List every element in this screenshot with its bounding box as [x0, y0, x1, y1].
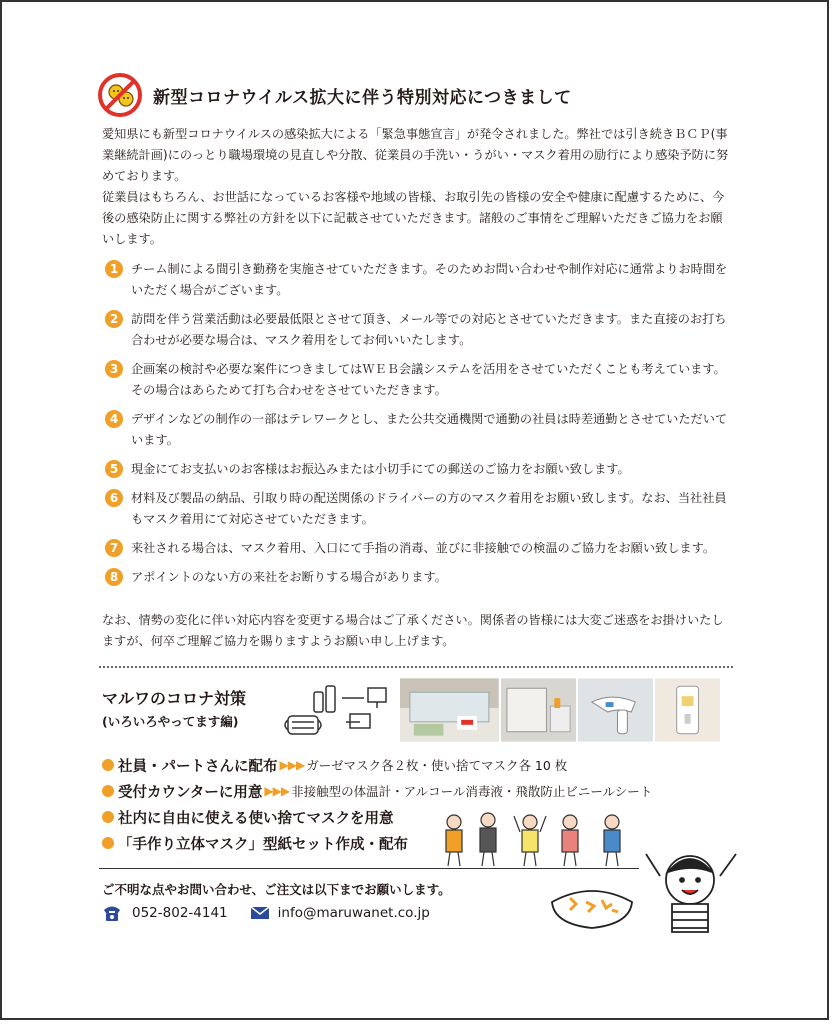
- measure-label: 社員・パートさんに配布: [118, 758, 278, 775]
- arrow-icon: ▶▶▶: [279, 758, 305, 772]
- section-subtitle: (いろいろやってます編): [102, 714, 239, 729]
- page-title: 新型コロナウイルス拡大に伴う特別対応につきまして: [153, 87, 572, 108]
- list-item: [105, 309, 733, 351]
- item-text: デザインなどの制作の一部はテレワークとし、また公共交通機関で通勤の社員は時差通勤とさせていただいています。: [131, 412, 728, 447]
- item-text: アポイントのない方の来社をお断りする場合があります。: [131, 570, 447, 584]
- list-item: [105, 567, 733, 588]
- counter-photo: [501, 678, 576, 742]
- contact-row: [102, 904, 430, 922]
- measure-detail: 非接触型の体温計・アルコール消毒液・飛散防止ビニールシート: [291, 784, 653, 799]
- measure-label: 社内に自由に使える使い捨てマスクを用意: [118, 810, 394, 827]
- list-item: [105, 459, 733, 480]
- intro-text: [102, 124, 730, 250]
- bullet-icon: [102, 811, 114, 823]
- policy-list: [105, 259, 733, 596]
- item-number: 8: [105, 568, 123, 586]
- measure-detail: ガーゼマスク各２枚・使い捨てマスク各 10 枚: [306, 758, 568, 773]
- arrow-icon: ▶▶▶: [264, 784, 290, 798]
- item-number: 6: [105, 489, 123, 507]
- item-number: 5: [105, 460, 123, 478]
- phone-number[interactable]: 052-802-4141: [132, 905, 228, 921]
- item-number: 3: [105, 360, 123, 378]
- list-item: [105, 538, 733, 559]
- mail-icon: [250, 906, 270, 920]
- item-text: 来社される場合は、マスク着用、入口にて手指の消毒、並びに非接触での検温のご協力をお願い致します。: [131, 541, 716, 555]
- item-number: 7: [105, 539, 123, 557]
- sanitizer-photo: [655, 678, 720, 742]
- section-title: マルワのコロナ対策: [102, 689, 247, 708]
- thermometer-photo: [578, 678, 653, 742]
- reception-photo: [400, 678, 499, 742]
- measure-item: [102, 752, 742, 778]
- measure-label: 受付カウンターに用意: [118, 784, 263, 801]
- item-text: 材料及び製品の納品、引取り時の配送関係のドライバーの方のマスク着用をお願い致します。なお、当社社員もマスク着用にて対応させていただきます。: [131, 491, 727, 526]
- list-item: [105, 488, 733, 530]
- dotted-divider: [99, 666, 733, 668]
- mask-illustration: [280, 678, 392, 744]
- measure-item: [102, 804, 742, 830]
- list-item: [105, 359, 733, 401]
- list-item: [105, 409, 733, 451]
- list-item: [105, 259, 733, 301]
- title-row: [97, 72, 572, 118]
- item-number: 4: [105, 410, 123, 428]
- closing-text: なお、情勢の変化に伴い対応内容を変更する場合はご了承ください。関係者の皆様には大変ご迷惑をお掛けいたしますが、何卒ご理解ご協力を賜りますようお願い申し上げます。: [102, 613, 724, 648]
- measure-list: [102, 752, 742, 856]
- item-text: 現金にてお支払いのお客様はお振込みまたは小切手にての郵送のご協力をお願い致します。: [131, 462, 630, 476]
- item-number: 1: [105, 260, 123, 278]
- bullet-icon: [102, 785, 114, 797]
- intro-paragraph: 従業員はもちろん、お世話になっているお客様や地域の皆様、お取引先の皆様の安全や健康に配慮するために、今後の感染防止に関する弊社の方針を以下に記載させていただきます。諸般のご事情をご理解いただきご協力をお願いします。: [102, 190, 725, 246]
- mask-girl-illustration: [542, 842, 742, 942]
- bullet-icon: [102, 759, 114, 771]
- measure-label: 「手作り立体マスク」型紙セット作成・配布: [118, 836, 408, 853]
- item-number: 2: [105, 310, 123, 328]
- item-text: 企画案の検討や必要な案件につきましてはＷＥＢ会議システムを活用をさせていただくことも考えています。その場合はあらためて打ち合わせをさせていただきます。: [131, 362, 726, 397]
- bullet-icon: [102, 837, 114, 849]
- photo-strip: [400, 678, 722, 742]
- virus-prohibited-icon: [97, 72, 143, 118]
- contact-note: ご不明な点やお問い合わせ、ご注文は以下までお願いします。: [102, 882, 451, 897]
- item-text: 訪問を伴う営業活動は必要最低限とさせて頂き、メール等での対応とさせていただきます。また直接のお打ち合わせが必要な場合は、マスク着用をしてお伺いいたします。: [131, 312, 727, 347]
- measure-item: [102, 778, 742, 804]
- item-text: チーム制による間引き勤務を実施させていただきます。そのためお問い合わせや制作対応に通常よりお時間をいただく場合がございます。: [131, 262, 728, 297]
- phone-icon: [102, 904, 122, 922]
- email-address[interactable]: info@maruwanet.co.jp: [277, 905, 430, 921]
- intro-paragraph: 愛知県にも新型コロナウイルスの感染拡大による「緊急事態宣言」が発令されました。弊社では引き続きＢＣＰ(事業継続計画)にのっとり職場環境の見直しや分散、従業員の手洗い・うがい・マスク着用の励行により感染予防に努めております。: [102, 127, 729, 183]
